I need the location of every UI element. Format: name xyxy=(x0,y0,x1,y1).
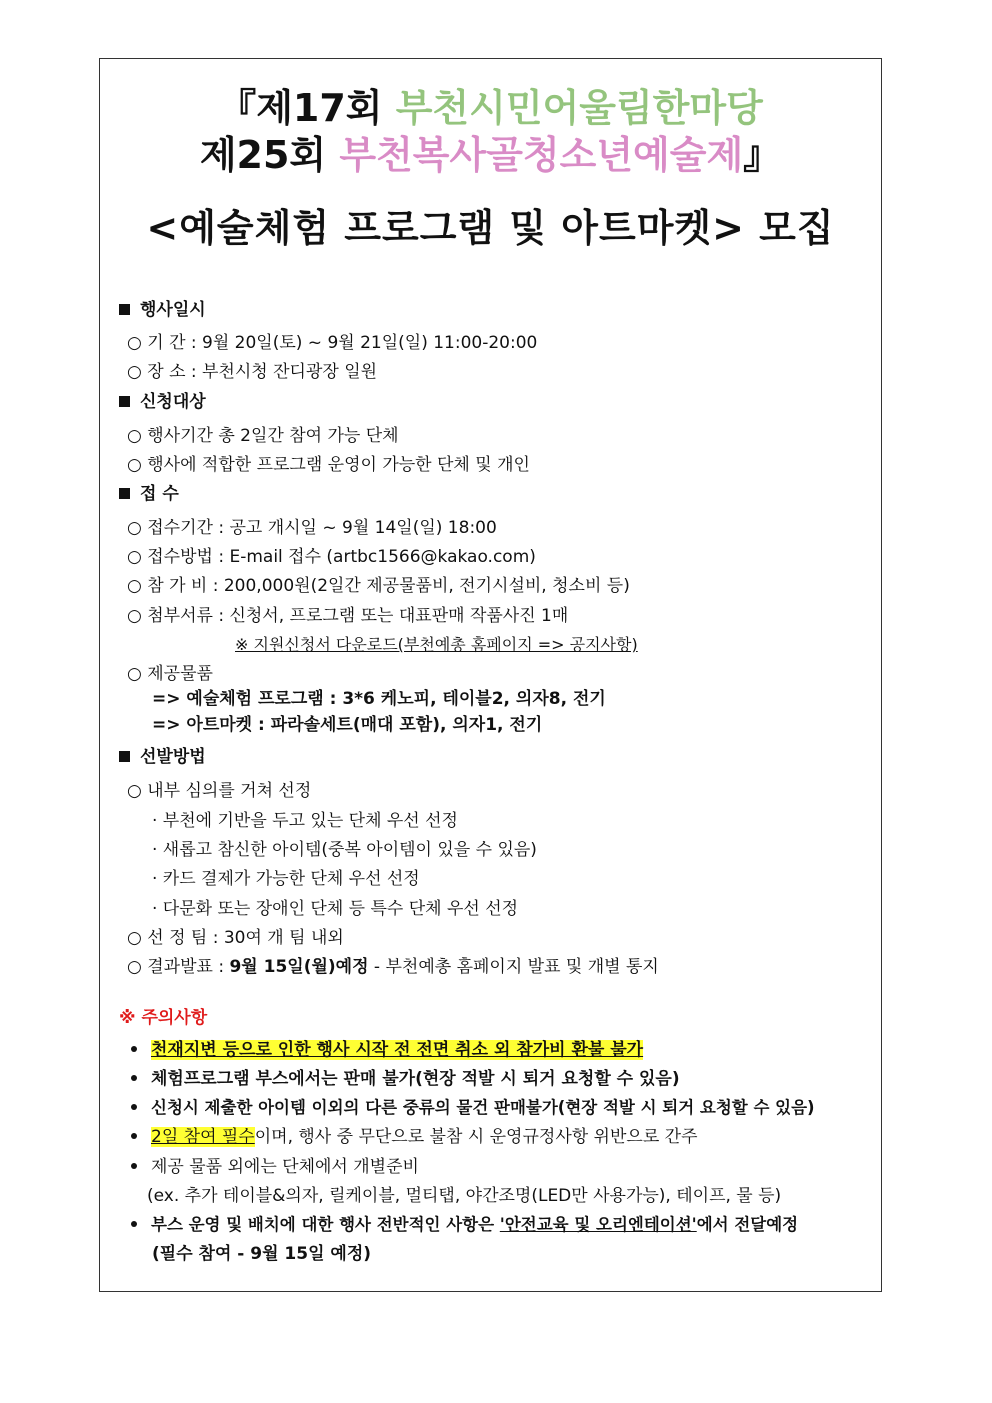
title-event-name-1: 부천시민어울림한마당 xyxy=(395,86,763,130)
target-item-2: ○ 행사에 적합한 프로그램 운영이 가능한 단체 및 개인 xyxy=(127,455,530,475)
notice-item-2: 체험프로그램 부스에서는 판매 불가(현장 적발 시 퇴거 요청할 수 있음) xyxy=(131,1071,680,1088)
target-item-1: ○ 행사기간 총 2일간 참여 가능 단체 xyxy=(127,426,399,446)
announcement-frame xyxy=(99,58,882,1292)
notice-item-4: 2일 참여 필수이며, 행사 중 무단으로 불참 시 운영규정사항 위반으로 간주 xyxy=(131,1129,698,1146)
receipt-fee: ○ 참 가 비 : 200,000원(2일간 제공물품비, 전기시설비, 청소비 등) xyxy=(127,576,630,596)
title-line-1 xyxy=(100,86,881,130)
selection-teams: ○ 선 정 팀 : 30여 개 팀 내외 xyxy=(127,928,344,948)
supplies-art-program: => 예술체험 프로그램 : 3*6 케노피, 테이블2, 의자8, 전기 xyxy=(152,689,606,709)
download-note-link[interactable]: ※ 지원신청서 다운로드(부천예총 홈페이지 => 공지사항) xyxy=(235,635,638,654)
square-bullet-icon xyxy=(119,751,130,762)
square-bullet-icon xyxy=(119,488,130,499)
section-heading-receipt: 접 수 xyxy=(119,486,179,503)
bullet-dot-icon xyxy=(131,1075,137,1081)
selection-result: ○ 결과발표 : 9월 15일(월)예정 - 부천예총 홈페이지 발표 및 개별 통지 xyxy=(127,957,659,977)
receipt-period: ○ 접수기간 : 공고 개시일 ~ 9월 14일(일) 18:00 xyxy=(127,518,497,538)
notice-item-5-detail: (ex. 추가 테이블&의자, 릴케이블, 멀티탭, 야간조명(LED만 사용가능), 테이프, 물 등) xyxy=(147,1186,782,1206)
result-date: 9월 15일(월)예정 xyxy=(229,957,369,977)
section-heading-selection: 선발방법 xyxy=(119,749,206,766)
section-heading-target: 신청대상 xyxy=(119,394,206,411)
title-event-number-1: 『제17회 xyxy=(218,86,396,130)
square-bullet-icon xyxy=(119,396,130,407)
event-period: ○ 기 간 : 9월 20일(토) ~ 9월 21일(일) 11:00-20:00 xyxy=(127,333,538,353)
selection-sub-4: · 다문화 또는 장애인 단체 등 특수 단체 우선 선정 xyxy=(152,899,519,919)
notice-item-6: 부스 운영 및 배치에 대한 행사 전반적인 사항은 '안전교육 및 오리엔테이션'에서 전달예정 xyxy=(131,1217,798,1234)
selection-sub-3: · 카드 결제가 가능한 단체 우선 선정 xyxy=(152,869,420,889)
title-event-number-2: 제25회 xyxy=(199,133,340,177)
section-heading-event: 행사일시 xyxy=(119,302,206,319)
supplies-art-market: => 아트마켓 : 파라솔세트(매대 포함), 의자1, 전기 xyxy=(152,715,543,735)
selection-item-1: ○ 내부 심의를 거쳐 선정 xyxy=(127,781,312,801)
bullet-dot-icon xyxy=(131,1163,137,1169)
notice-heading: ※ 주의사항 xyxy=(119,1008,208,1028)
selection-sub-1: · 부천에 기반을 두고 있는 단체 우선 선정 xyxy=(152,811,458,831)
selection-sub-2: · 새롭고 참신한 아이템(중복 아이템이 있을 수 있음) xyxy=(152,840,537,860)
notice-item-6-detail: (필수 참여 - 9월 15일 예정) xyxy=(152,1244,372,1264)
bullet-dot-icon xyxy=(131,1046,137,1052)
required-attendance-highlight: 2일 참여 필수 xyxy=(151,1127,255,1147)
event-place: ○ 장 소 : 부천시청 잔디광장 일원 xyxy=(127,362,378,382)
notice-item-3: 신청시 제출한 아이템 이외의 다른 중류의 물건 판매불가(현장 적발 시 퇴거 요청할 수 있음) xyxy=(131,1100,815,1117)
bullet-dot-icon xyxy=(131,1104,137,1110)
supplies-heading: ○ 제공물품 xyxy=(127,664,213,684)
square-bullet-icon xyxy=(119,304,130,315)
title-close-bracket: 』 xyxy=(743,133,782,177)
title-recruitment: <예술체험 프로그램 및 아트마켓> 모집 xyxy=(146,206,835,250)
title-line-2 xyxy=(100,133,881,177)
orientation-underline: '안전교육 및 오리엔테이션' xyxy=(499,1215,697,1234)
bullet-dot-icon xyxy=(131,1221,137,1227)
title-event-name-2: 부천복사골청소년예술제 xyxy=(339,133,744,177)
receipt-method: ○ 접수방법 : E-mail 접수 (artbc1566@kakao.com) xyxy=(127,547,536,567)
notice-item-5: 제공 물품 외에는 단체에서 개별준비 xyxy=(131,1159,419,1176)
bullet-dot-icon xyxy=(131,1133,137,1139)
receipt-docs: ○ 첨부서류 : 신청서, 프로그램 또는 대표판매 작품사진 1매 xyxy=(127,606,569,626)
notice-item-1: 천재지변 등으로 인한 행사 시작 전 전면 취소 외 참가비 환불 불가 xyxy=(131,1042,643,1059)
